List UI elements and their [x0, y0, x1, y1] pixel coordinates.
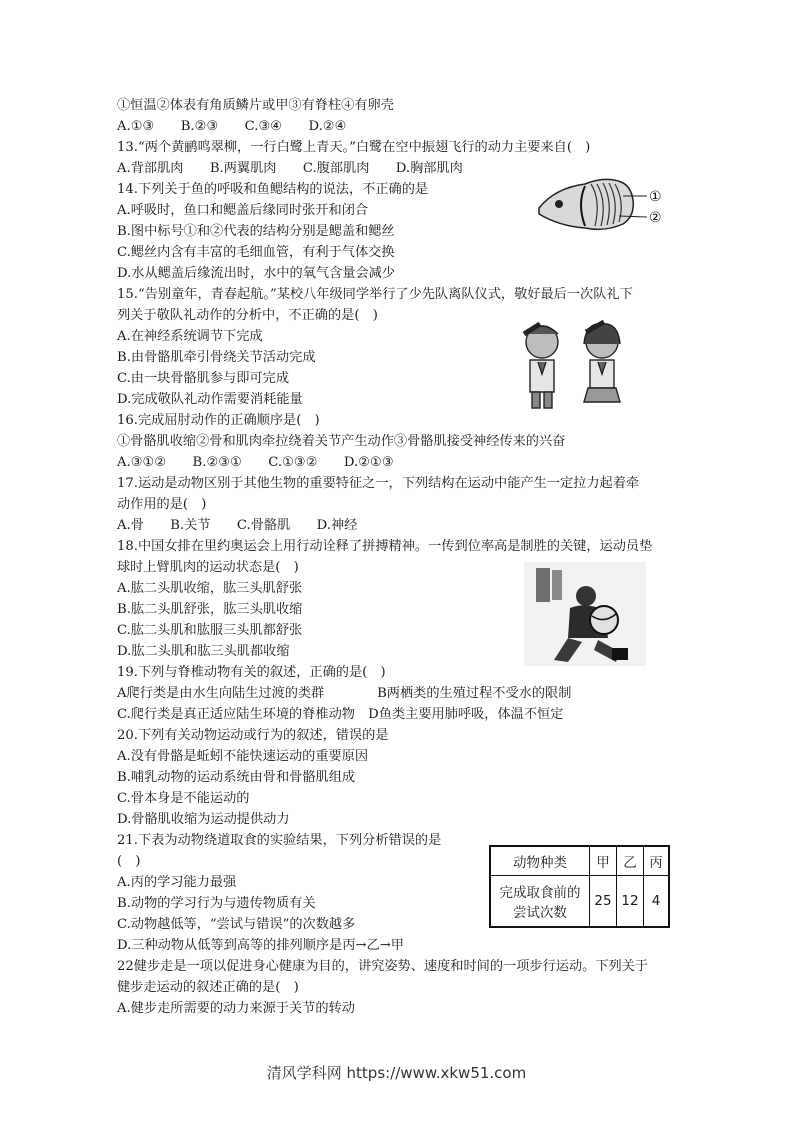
question-20-option-c: C.骨本身是不能运动的 — [117, 791, 250, 806]
line-12-options-statement: ①恒温②体表有角质鳞片或甲③有脊柱④有卵壳 — [117, 98, 394, 113]
question-21-paren: ( ) — [117, 854, 141, 869]
question-18-option-d: D.肱二头肌和肱三头肌都收缩 — [117, 644, 290, 659]
question-15-option-d: D.完成敬队礼动作需要消耗能量 — [117, 392, 303, 407]
table-header-bing: 丙 — [644, 846, 670, 876]
question-19: 19.下列与脊椎动物有关的叙述，正确的是( ) — [117, 665, 386, 680]
table-header-animal-type: 动物种类 — [490, 846, 590, 876]
line-12-choices: A.①③ B.②③ C.③④ D.②④ — [117, 119, 347, 134]
boy-figure — [524, 324, 558, 408]
question-18-cont: 球时上臂肌肉的运动状态是( ) — [117, 560, 299, 575]
question-21-option-c: C.动物越低等，“尝试与错误”的次数越多 — [117, 917, 356, 932]
question-20-option-b: B.哺乳动物的运动系统由骨和骨骼肌组成 — [117, 770, 356, 785]
table-row-label-line-1: 完成取食前的 — [499, 885, 581, 901]
table-value-bing: 4 — [644, 876, 670, 928]
table-row-label — [490, 876, 590, 928]
table-header-jia: 甲 — [590, 846, 617, 876]
question-22: 22健步走是一项以促进身心健康为目的，讲究姿势、速度和时间的一项步行运动。下列关于 — [117, 959, 649, 974]
question-13: 13.“两个黄鹂鸣翠柳，一行白鹭上青天。”白鹭在空中振翅飞行的动力主要来自( ) — [117, 140, 591, 155]
table-header-yi: 乙 — [617, 846, 644, 876]
girl-figure — [584, 322, 620, 402]
question-15-option-a: A.在神经系统调节下完成 — [117, 329, 263, 344]
question-22-cont: 健步走运动的叙述正确的是( ) — [117, 980, 299, 995]
saluting-children-illustration — [510, 312, 636, 412]
question-21-option-d: D.三种动物从低等到高等的排列顺序是丙→乙→甲 — [117, 938, 404, 953]
question-21: 21.下表为动物绕道取食的实验结果，下列分析错误的是 — [117, 833, 442, 848]
question-18-option-a: A.肱二头肌收缩，肱三头肌舒张 — [117, 581, 303, 596]
table-value-yi: 12 — [617, 876, 644, 928]
question-16-choices: A.③①② B.②③① C.①③② D.②①③ — [117, 455, 394, 470]
fish-label-1: ① — [649, 189, 662, 205]
question-14-option-d: D.水从鳃盖后缘流出时，水中的氧气含量会减少 — [117, 266, 396, 281]
question-20: 20.下列有关动物运动或行为的叙述，错误的是 — [117, 728, 389, 743]
question-21-option-b: B.动物的学习行为与遗传物质有关 — [117, 896, 316, 911]
question-16-steps: ①骨骼肌收缩②骨和肌肉牵拉绕着关节产生动作③骨骼肌接受神经传来的兴奋 — [117, 434, 566, 449]
question-20-option-d: D.骨骼肌收缩为运动提供动力 — [117, 812, 290, 827]
question-14-option-c: C.鳃丝内含有丰富的毛细血管，有利于气体交换 — [117, 245, 395, 260]
question-22-option-a: A.健步走所需要的动力来源于关节的转动 — [117, 1001, 355, 1016]
volleyball-player-photo — [524, 562, 646, 666]
fish-gill-figure — [535, 170, 670, 240]
question-18-option-c: C.肱二头肌和肱服三头肌都舒张 — [117, 623, 303, 638]
question-17: 17.运动是动物区别于其他生物的重要特征之一，下列结构在运动中能产生一定拉力起着牵 — [117, 476, 640, 491]
fish-label-2: ② — [649, 210, 662, 226]
question-19-options-cd: C.爬行类是真正适应陆生环境的脊椎动物 D鱼类主要用肺呼吸，体温不恒定 — [117, 707, 564, 722]
question-14-option-b: B.图中标号①和②代表的结构分别是鳃盖和鳃丝 — [117, 224, 395, 239]
question-15: 15.“告别童年，青春起航。”某校八年级同学举行了少先队离队仪式，敬好最后一次队礼下 — [117, 287, 633, 302]
question-18-option-b: B.肱二头肌舒张，肱三头肌收缩 — [117, 602, 303, 617]
question-16: 16.完成屈肘动作的正确顺序是( ) — [117, 413, 320, 428]
question-15-option-b: B.由骨骼肌牵引骨绕关节活动完成 — [117, 350, 316, 365]
footer-watermark: 清风学科网 https://www.xkw51.com — [266, 1064, 527, 1082]
question-18: 18.中国女排在里约奥运会上用行动诠释了拼搏精神。一传到位率高是制胜的关键，运动员垫 — [117, 539, 653, 554]
question-20-option-a: A.没有骨骼是蚯蚓不能快速运动的重要原因 — [117, 749, 369, 764]
question-19-options-ab: A爬行类是由水生向陆生过渡的类群 B两栖类的生殖过程不受水的限制 — [117, 686, 572, 701]
fish-eye — [555, 200, 563, 208]
table-row-label-line-2: 尝试次数 — [513, 905, 567, 921]
question-13-choices: A.背部肌肉 B.两翼肌肉 C.腹部肌肉 D.胸部肌肉 — [117, 161, 463, 176]
question-15-option-c: C.由一块骨骼肌参与即可完成 — [117, 371, 290, 386]
question-21-option-a: A.丙的学习能力最强 — [117, 875, 237, 890]
question-17-choices: A.骨 B.关节 C.骨骼肌 D.神经 — [117, 518, 358, 533]
question-14: 14.下列关于鱼的呼吸和鱼鳃结构的说法，不正确的是 — [117, 182, 429, 197]
table-value-jia: 25 — [590, 876, 617, 928]
question-15-cont: 列关于敬队礼动作的分析中，不正确的是( ) — [117, 308, 378, 323]
question-17-cont: 动作用的是( ) — [117, 497, 207, 512]
animal-detour-experiment-table — [489, 845, 670, 928]
question-14-option-a: A.呼吸时，鱼口和鳃盖后缘同时张开和闭合 — [117, 203, 369, 218]
